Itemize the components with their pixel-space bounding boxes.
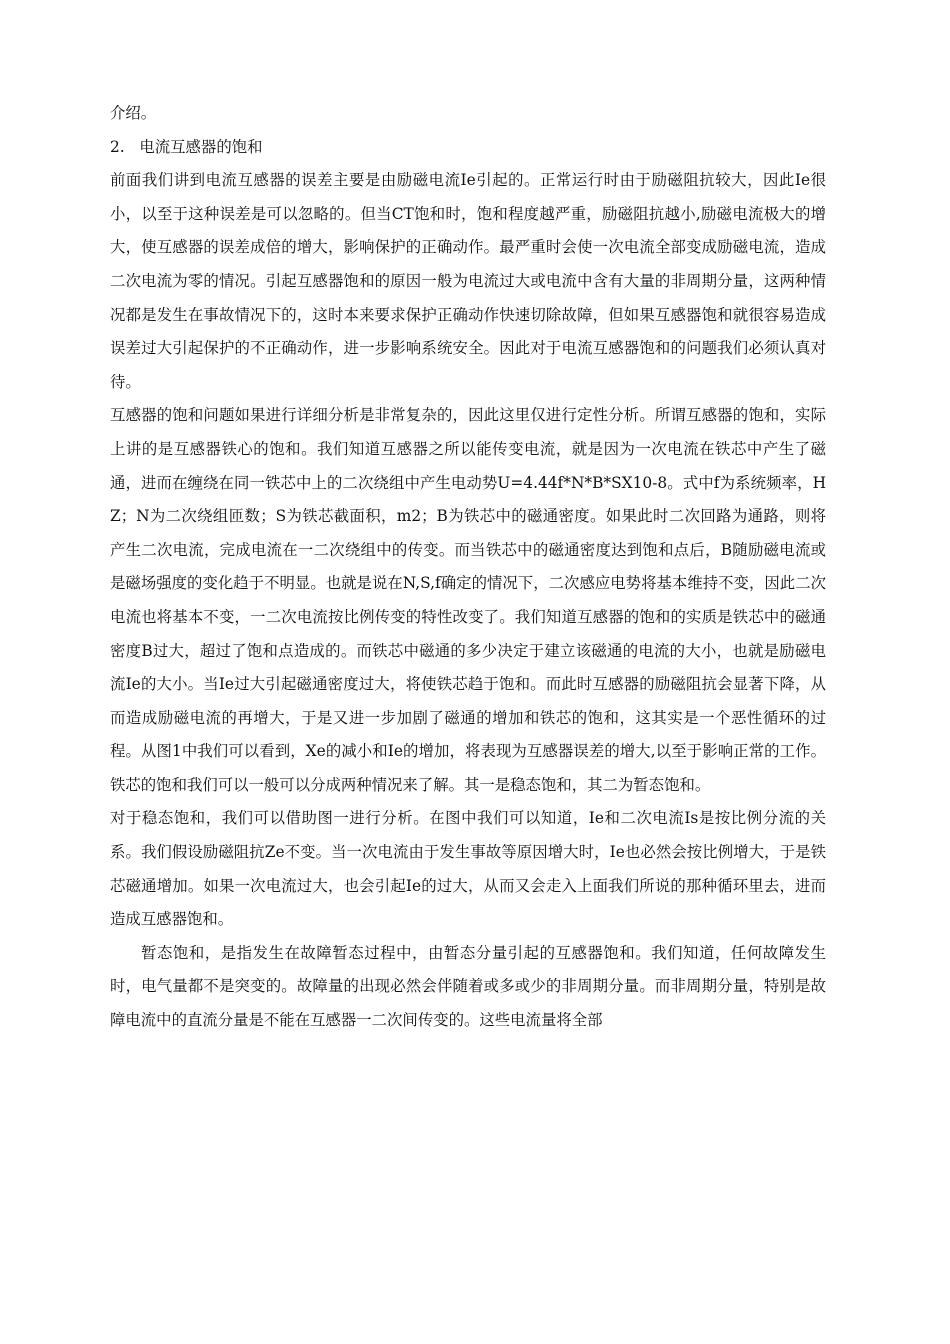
paragraph-transient-saturation: 暂态饱和，是指发生在故障暂态过程中，由暂态分量引起的互感器饱和。我们知道，任何故障发生时，电气量都不是突变的。故障量的出现必然会伴随着或多或少的非周期分量。而非周期分量，特别是故障电流中的直流分量是不能在互感器一二次间传变的。这些电流量将全部 [110,943,826,1030]
document-page [110,97,826,1038]
intro-tail-text: 介绍。 [110,104,157,122]
paragraph-saturation-analysis: 互感器的饱和问题如果进行详细分析是非常复杂的，因此这里仅进行定性分析。所谓互感器的饱和，实际上讲的是互感器铁心的饱和。我们知道互感器之所以能传变电流，就是因为一次电流在铁芯中产生了磁通，进而在缠绕在同一铁芯中上的二次绕组中产生电动势U=4.44f*N*B*SX10-8。式中f为系统频率，HZ；N为二次绕组匝数；S为铁芯截面积，m2；B为铁芯中的磁通密度。如果此时二次回路为通路，则将产生二次电流，完成电流在一二次绕组中的传变。而当铁芯中的磁通密度达到饱和点后，B随励磁电流或是磁场强度的变化趋于不明显。也就是说在N,S,f确定的情况下，二次感应电势将基本维持不变，因此二次电流也将基本不变，一二次电流按比例传变的特性改变了。我们知道互感器的饱和的实质是铁芯中的磁通密度B过大，超过了饱和点造成的。而铁芯中磁通的多少决定于建立该磁通的电流的大小，也就是励磁电流Ie的大小。当Ie过大引起磁通密度过大，将使铁芯趋于饱和。而此时互感器的励磁阻抗会显著下降，从而造成励磁电流的再增大，于是又进一步加剧了磁通的增加和铁芯的饱和，这其实是一个恶性循环的过程。从图1中我们可以看到，Xe的减小和Ie的增加，将表现为互感器误差的增大,以至于影响正常的工作。铁芯的饱和我们可以一般可以分成两种情况来了解。其一是稳态饱和，其二为暂态饱和。 [110,406,826,794]
paragraph-ct-error: 前面我们讲到电流互感器的误差主要是由励磁电流Ie引起的。正常运行时由于励磁阻抗较大，因此Ie很小，以至于这种误差是可以忽略的。但当CT饱和时，饱和程度越严重，励磁阻抗越小,励磁电流极大的增大，使互感器的误差成倍的增大，影响保护的正确动作。最严重时会使一次电流全部变成励磁电流，造成二次电流为零的情况。引起互感器饱和的原因一般为电流过大或电流中含有大量的非周期分量，这两种情况都是发生在事故情况下的，这时本来要求保护正确动作快速切除故障，但如果互感器饱和就很容易造成误差过大引起保护的不正确动作，进一步影响系统安全。因此对于电流互感器饱和的问题我们必须认真对待。 [110,171,826,391]
section-heading: 2. 电流互感器的饱和 [110,137,263,156]
paragraph-steady-state-saturation: 对于稳态饱和，我们可以借助图一进行分析。在图中我们可以知道，Ie和二次电流Is是按比例分流的关系。我们假设励磁阻抗Ze不变。当一次电流由于发生事故等原因增大时，Ie也必然会按比例增大，于是铁芯磁通增加。如果一次电流过大，也会引起Ie的过大，从而又会走入上面我们所说的那种循环里去，进而造成互感器饱和。 [110,809,826,929]
